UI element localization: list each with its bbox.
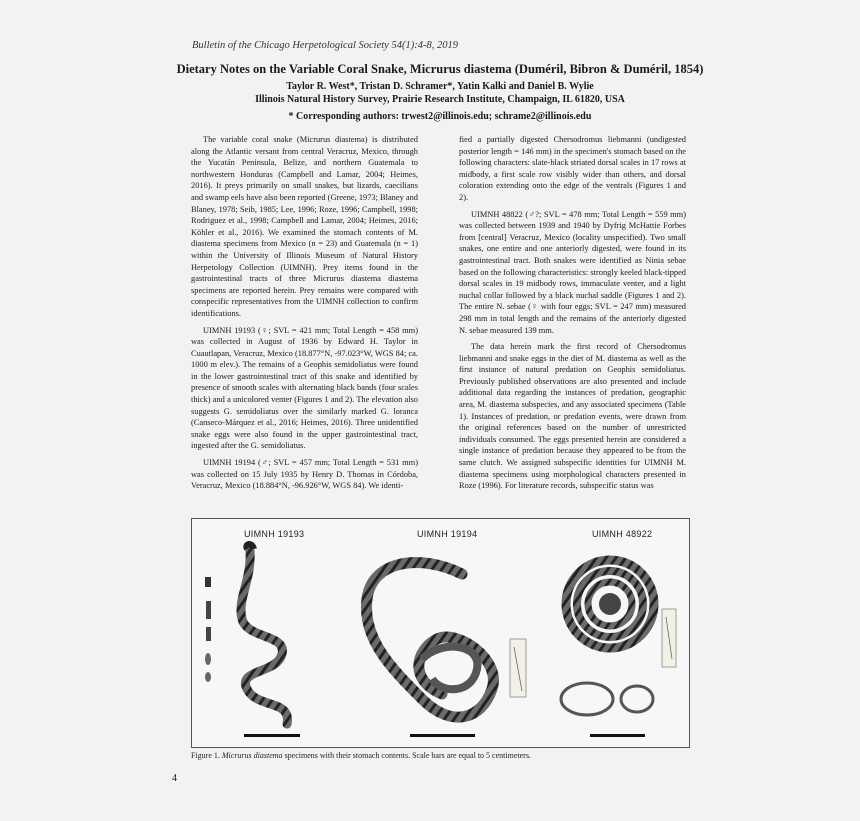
specimen-19194-image xyxy=(366,563,526,718)
specimen-photographs xyxy=(192,519,689,747)
paragraph: UIMNH 48822 (♂?; SVL = 478 mm; Total Length = 559 mm) was collected between 1939 and 1940 by Dyfrig McHattie Forbes from [central] Veracruz, Mexico (locality unspecified). Two small snakes, one entire and one anteriorly digested, were found in its gastrointestinal tract. Both snakes were identified as Ninia sebae based on the following characteristics: strongly keeled black-tipped dorsal scales in 19 midbody rows, immaculate venter, and a light nuchal collar followed by a black nuchal saddle (Figures 1 and 2). The entire N. sebae (♀ with four eggs; SVL = 247 mm) measured 298 mm in total length and the remains of the anteriorly digested N. sebae measured 139 mm. xyxy=(459,209,686,335)
prey-fragment xyxy=(206,627,211,641)
caption-species: Micrurus diastema xyxy=(221,751,283,760)
caption-prefix: Figure 1. xyxy=(191,751,220,760)
article-title: Dietary Notes on the Variable Coral Snake, Micrurus diastema (Duméril, Bibron & Duméril, 1854) xyxy=(176,62,704,76)
scale-bar xyxy=(590,734,645,737)
scale-bar xyxy=(244,734,300,737)
scale-bar xyxy=(410,734,475,737)
page-number: 4 xyxy=(172,773,177,784)
panel-label-48922: UIMNH 48922 xyxy=(592,529,653,539)
prey-fragment xyxy=(205,577,211,587)
prey-fragment xyxy=(206,601,211,619)
panel-label-19194: UIMNH 19194 xyxy=(417,529,478,539)
body-column-right xyxy=(459,134,686,497)
body-column-left xyxy=(191,134,418,497)
paragraph: The variable coral snake (Micrurus diastema) is distributed along the Atlantic versant from central Veracruz, Mexico, through the Yucatán Peninsula, Belize, and northern Guatemala to northwestern Honduras (Campbell and Lamar, 2004; Heimes, 2016). It preys primarily on small snakes, but lizards, caecilians and swamp eels have also been reported (Greene, 1973; Blaney and Blaney, 1978; Seib, 1985; Lee, 1996; Roze, 1996; Campbell, 1998; Rodriguez et al., 1998; Campbell and Lamar, 2004; Heimes, 2016; Köhler et al., 2016). We examined the stomach contents of M. diastema specimens from Mexico (n = 23) and Guatemala (n = 1) within the University of Illinois Museum of Natural History Herpetology Collection (UIMNH). Prey items found in the gastrointestinal tracts of three Micrurus diastema diastema specimens are reported herein. Prey remains were compared with conspecific representatives from the UIMNH collection to confirm identifications. xyxy=(191,135,418,318)
specimen-19193-image xyxy=(205,544,287,724)
paragraph: UIMNH 19194 (♂; SVL = 457 mm; Total Length = 531 mm) was collected on 15 July 1935 by Henry D. Thomas in Córdoba, Veracruz, Mexico (18.884°N, -96.926°W, WGS 84). We identi- xyxy=(191,458,418,491)
panel-label-19193: UIMNH 19193 xyxy=(244,529,305,539)
paragraph: UIMNH 19193 (♀; SVL = 421 mm; Total Length = 458 mm) was collected in August of 1936 by Edward H. Taylor in Cuautlapan, Veracruz, Mexico (18.877°N, -97.023°W, WGS 84; ca. 1000 m elev.). The remains of a Geophis semidoliatus were found in the lower gastrointestinal tract of this snake and identified by presence of smooth scales with alternating black bands (four scales thick) and a unicolored venter (Figures 1 and 2). The elevation also suggests G. semidoliatus over the similarly marked G. loranca (Canseco-Márquez et al., 2016; Heimes, 2016). Three unidentified snake eggs were also found in the upper gastrointestinal tract, ingested after the G. semidoliatus. xyxy=(191,325,418,451)
specimen-48922-image xyxy=(561,560,676,715)
paragraph: fied a partially digested Chersodromus liebmanni (undigested posterior length = 146 mm) in the specimen's stomach based on the following characters: slate-black striated dorsal scales in 17 rows at midbody, a first scale row visibly wider than others, and dorsal coloration extending onto the edge of the ventrals (Figures 1 and 2). xyxy=(459,135,686,202)
figure-1 xyxy=(191,518,690,748)
paragraph: The data herein mark the first record of Chersodromus liebmanni and snake eggs in the diet of M. diastema as well as the first instance of natural predation on Geophis semidoliatus. Previously published observations are also presented and include additional data regarding the instances of predation, geographic area, M. diastema subspecies, and any associated specimens (Table 1). Instances of predation, or predation events, were drawn from the original references based on the number of unrestricted individuals consumed. The eggs presented herein are considered a single instance of predation because they appeared to be from the same clutch. We assigned subspecific identities for UIMNH M. diastema specimens using morphological characters presented in Roze (1996). For literature records, subspecific status was xyxy=(459,342,686,491)
corresponding-authors: * Corresponding authors: trwest2@illinois.edu; schrame2@illinois.edu xyxy=(288,111,592,122)
egg xyxy=(205,672,211,682)
author-affiliation: Illinois Natural History Survey, Prairie Research Institute, Champaign, IL 61820, USA xyxy=(255,94,625,105)
egg xyxy=(205,653,211,665)
article-authors: Taylor R. West*, Tristan D. Schramer*, Yatin Kalki and Daniel B. Wylie xyxy=(286,81,594,92)
figure-caption xyxy=(191,751,688,760)
caption-text: specimens with their stomach contents. Scale bars are equal to 5 centimeters. xyxy=(284,751,531,760)
journal-header: Bulletin of the Chicago Herpetological Society 54(1):4-8, 2019 xyxy=(192,40,458,51)
